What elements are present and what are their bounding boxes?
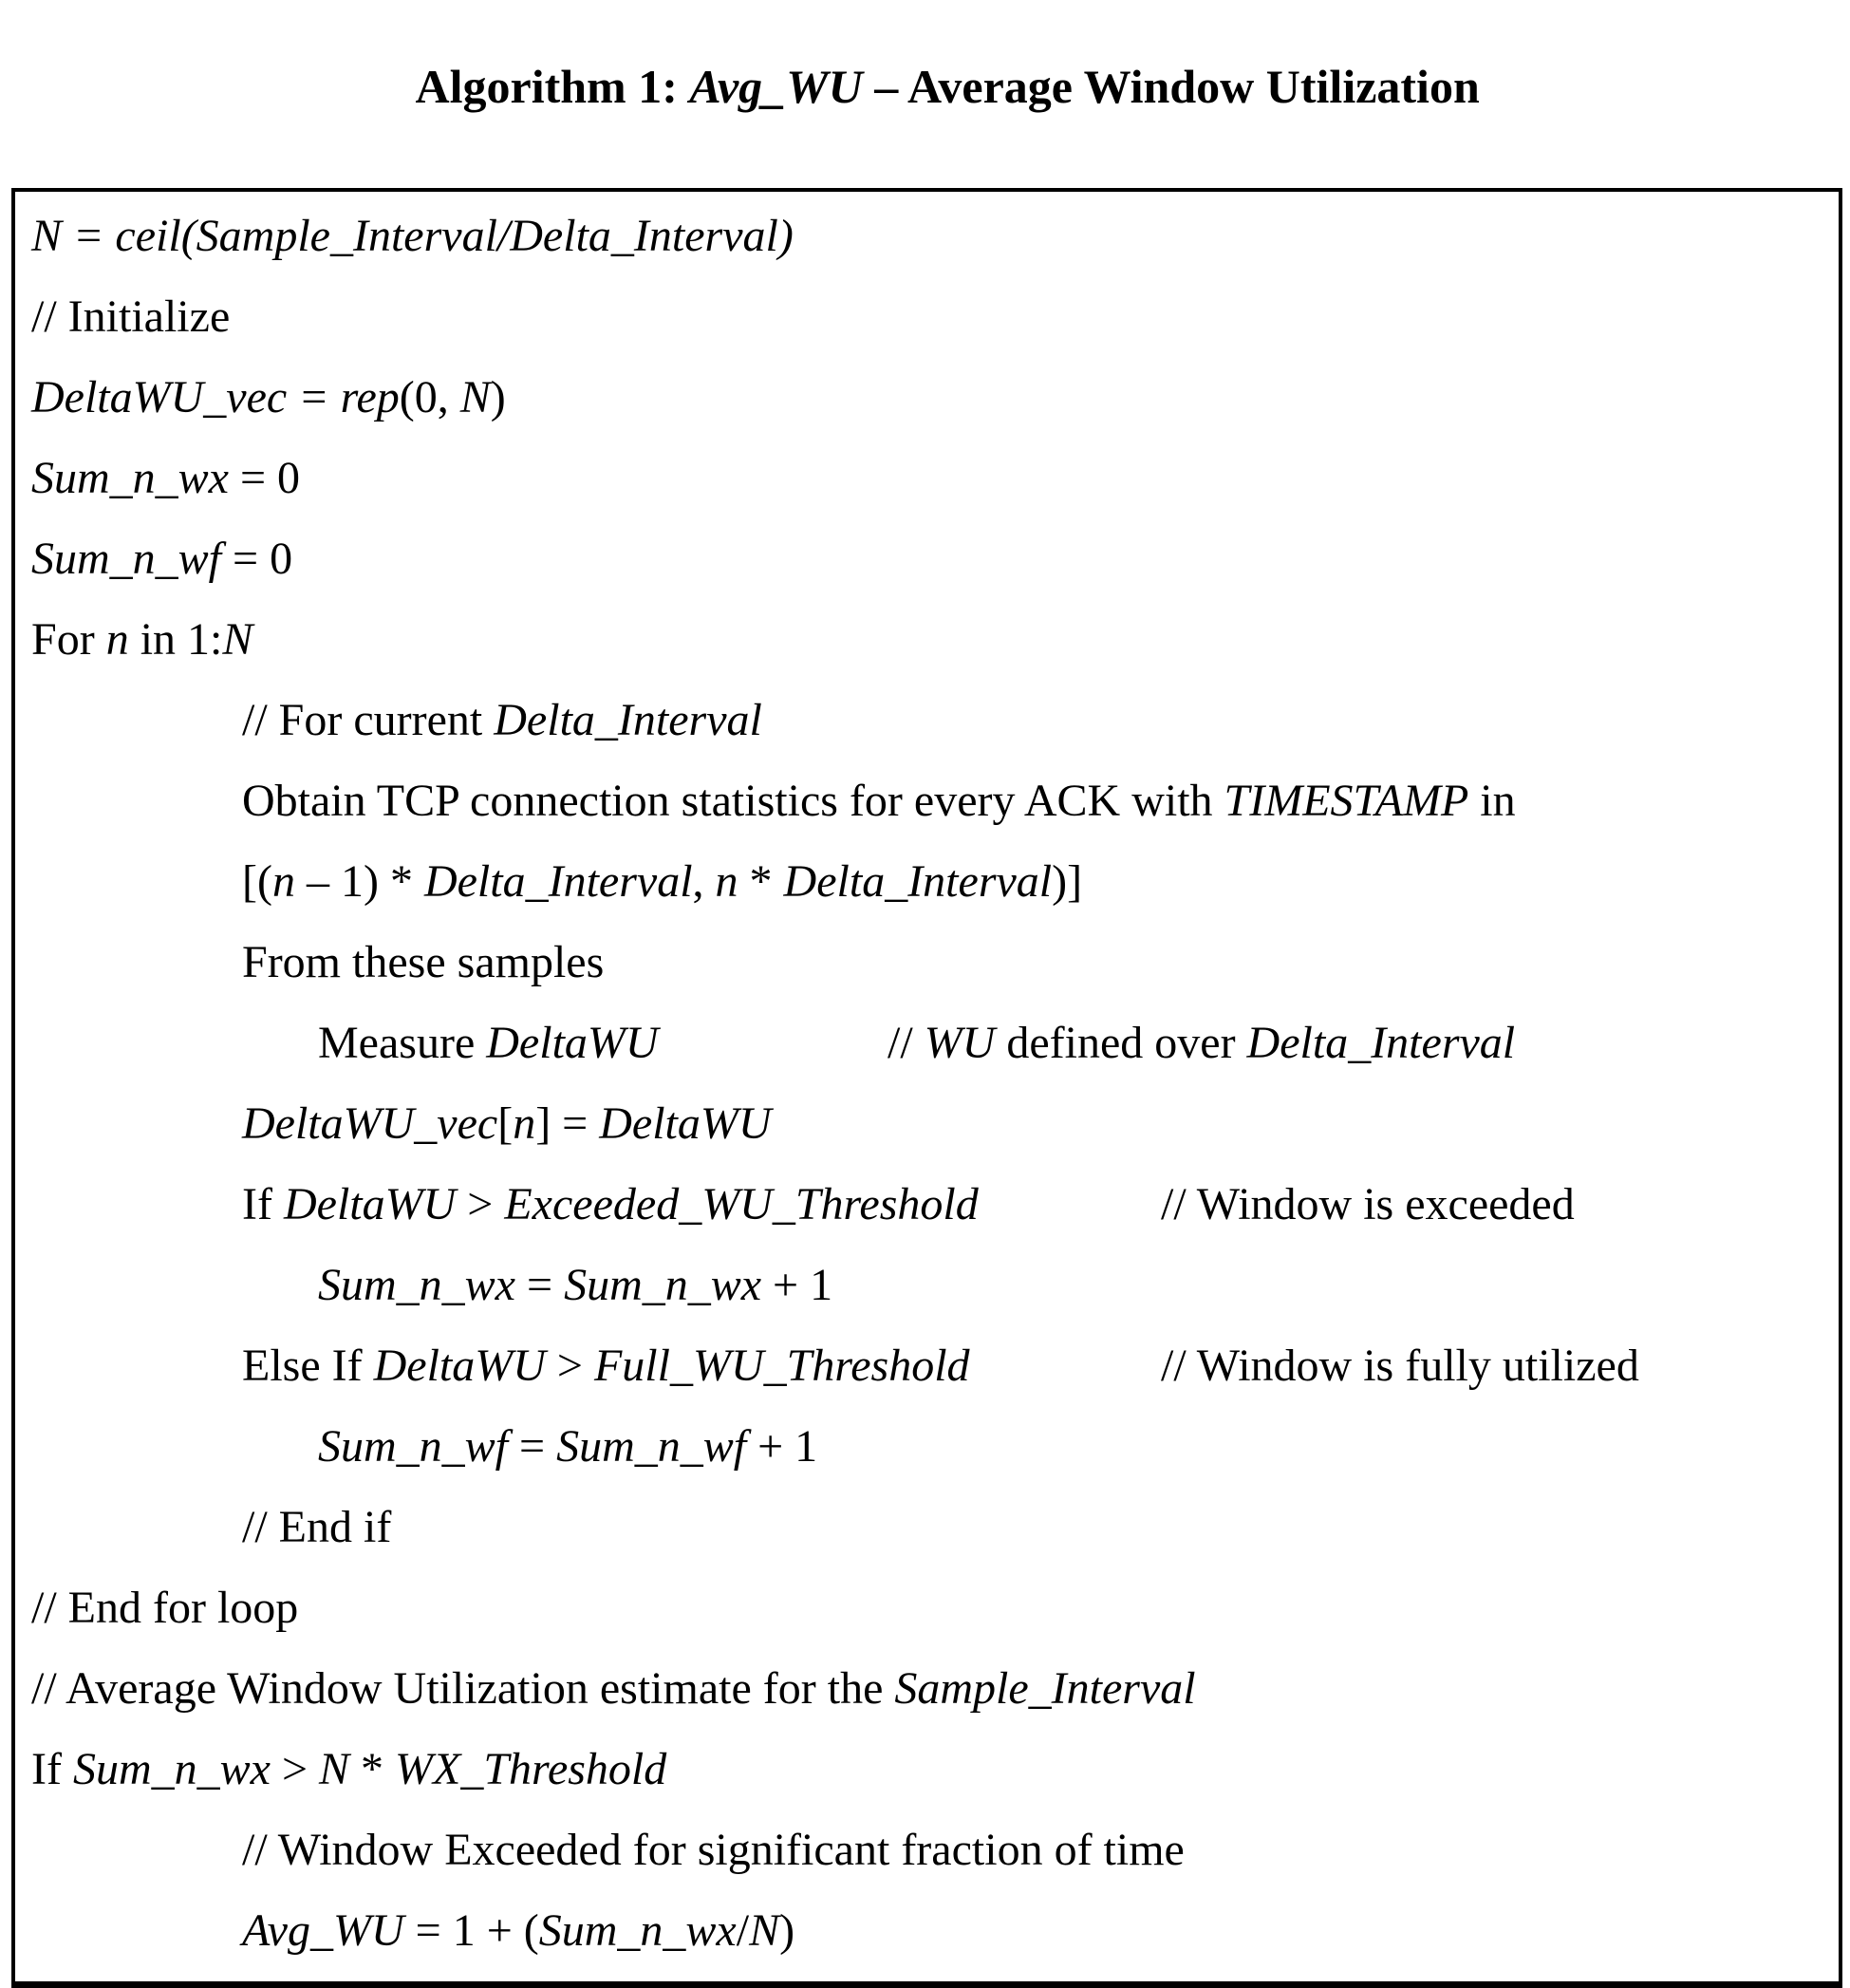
inline-comment: [1161, 1325, 1639, 1406]
code-text-segment: // End for loop: [31, 1583, 299, 1633]
code-line: [31, 518, 1839, 599]
code-line: [31, 599, 1839, 680]
code-text-segment: + 1: [761, 1260, 833, 1310]
code-text-segment: Sum_n_wx: [318, 1260, 515, 1310]
code-text-segment: in: [1468, 776, 1516, 826]
code-text-segment: DeltaWU: [486, 1018, 659, 1068]
code-text-segment: DeltaWU: [283, 1179, 457, 1229]
code-text-segment: Else If: [242, 1341, 374, 1391]
code-text-segment: – 1) *: [294, 856, 424, 907]
code-text-segment: ,: [692, 856, 716, 907]
code-text-segment: Sample_Interval: [894, 1663, 1196, 1714]
code-text-segment: // For current: [242, 695, 495, 745]
code-text-segment: Delta_Interval: [494, 695, 762, 745]
code-text-segment: Sum_n_wf: [318, 1421, 509, 1472]
code-text-segment: ): [779, 1905, 795, 1956]
code-line: [31, 1810, 1839, 1890]
code-text-segment: Sum_n_wf: [31, 534, 222, 584]
algorithm-body: [15, 192, 1839, 1971]
code-text-segment: n: [271, 856, 295, 907]
code-text-segment: Obtain TCP connection statistics for every ACK with: [242, 776, 1224, 826]
code-text-segment: in 1:: [128, 614, 223, 665]
code-line: [31, 1245, 1839, 1325]
code-text-segment: )]: [1052, 856, 1083, 907]
title-algorithm-name: Avg_WU: [689, 60, 863, 113]
code-line: [31, 1487, 1839, 1567]
code-text-segment: >: [270, 1744, 320, 1794]
code-text-segment: Full_WU_Threshold: [593, 1341, 970, 1391]
algorithm-box: [11, 188, 1842, 1988]
code-text-segment: Delta_Interval: [1246, 1018, 1516, 1068]
code-text-segment: From these samples: [242, 937, 605, 987]
code-text-segment: N = ceil(Sample_Interval/Delta_Interval): [31, 211, 794, 261]
code-text-segment: Sum_n_wx: [31, 453, 229, 503]
code-line: [31, 841, 1839, 922]
code-text-segment: Sum_n_wx: [564, 1260, 762, 1310]
code-text-segment: [(: [242, 856, 272, 907]
code-line: [31, 760, 1839, 841]
code-line: [31, 1567, 1839, 1648]
code-line: [31, 1325, 1839, 1406]
code-text-segment: Delta_Interval: [423, 856, 693, 907]
code-text-segment: // Window is fully utilized: [1161, 1341, 1639, 1391]
code-line: [31, 1648, 1839, 1729]
code-text-segment: defined over: [995, 1018, 1247, 1068]
code-text-segment: n: [105, 614, 129, 665]
code-line: [31, 1164, 1839, 1245]
code-text-segment: >: [456, 1179, 505, 1229]
code-text-segment: N: [319, 1744, 350, 1794]
code-line: [31, 1406, 1839, 1487]
code-text-segment: N: [749, 1905, 780, 1956]
code-line: [31, 1083, 1839, 1164]
code-text-segment: Exceeded_WU_Threshold: [504, 1179, 979, 1229]
code-line: [31, 276, 1839, 357]
code-line: [31, 196, 1839, 276]
code-text-segment: /: [736, 1905, 750, 1956]
code-text-segment: = 0: [221, 534, 293, 584]
code-text-segment: // Initialize: [31, 291, 231, 342]
code-line: [31, 1890, 1839, 1971]
code-text-segment: = 1 + (: [403, 1905, 539, 1956]
code-text-segment: DeltaWU: [599, 1098, 772, 1149]
code-text-segment: TIMESTAMP: [1224, 776, 1469, 826]
code-line: [31, 922, 1839, 1003]
inline-comment: [888, 1003, 1515, 1083]
code-text-segment: Sum_n_wx: [538, 1905, 737, 1956]
code-text-segment: Measure: [318, 1018, 487, 1068]
code-text-segment: Delta_Interval: [783, 856, 1053, 907]
code-text-segment: [: [497, 1098, 514, 1149]
title-label-suffix: – Average Window Utilization: [862, 60, 1480, 113]
code-text-segment: + 1: [746, 1421, 818, 1472]
code-line: [31, 1729, 1839, 1810]
code-text-segment: Sum_n_wx: [72, 1744, 271, 1794]
code-text-segment: Sum_n_wf: [556, 1421, 747, 1472]
code-text-segment: // Window Exceeded for significant fraction of time: [242, 1825, 1185, 1875]
code-text-segment: Avg_WU: [242, 1905, 404, 1956]
code-text-segment: N: [222, 614, 253, 665]
code-text-segment: If: [31, 1744, 73, 1794]
code-text-segment: // Window is exceeded: [1161, 1179, 1575, 1229]
code-line: [31, 1003, 1839, 1083]
code-line: [31, 438, 1839, 518]
code-text-segment: =: [508, 1421, 557, 1472]
code-text-segment: WX_Threshold: [395, 1744, 667, 1794]
code-text-segment: = 0: [228, 453, 301, 503]
code-text-segment: If: [242, 1179, 284, 1229]
code-text-segment: DeltaWU_vec = rep: [31, 372, 400, 422]
code-text-segment: DeltaWU: [373, 1341, 546, 1391]
code-text-segment: // Average Window Utilization estimate for the: [31, 1663, 895, 1714]
code-text-segment: ] =: [535, 1098, 600, 1149]
code-text-segment: WU: [924, 1018, 996, 1068]
code-text-segment: *: [349, 1744, 396, 1794]
title-label-prefix: Algorithm 1:: [415, 60, 690, 113]
code-text-segment: For: [31, 614, 106, 665]
code-text-segment: >: [545, 1341, 594, 1391]
code-text-segment: N: [459, 372, 491, 422]
code-text-segment: ): [490, 372, 506, 422]
code-text-segment: //: [888, 1018, 925, 1068]
code-text-segment: *: [738, 856, 784, 907]
code-line: [31, 357, 1839, 438]
code-text-segment: DeltaWU_vec: [242, 1098, 498, 1149]
algorithm-title: [0, 4, 1850, 169]
code-text-segment: n: [715, 856, 738, 907]
code-text-segment: (0,: [399, 372, 460, 422]
code-line: [31, 680, 1839, 760]
code-text-segment: =: [514, 1260, 565, 1310]
code-text-segment: n: [513, 1098, 536, 1149]
inline-comment: [1161, 1164, 1575, 1245]
algorithm-figure: [0, 4, 1850, 1988]
code-text-segment: // End if: [242, 1502, 392, 1552]
